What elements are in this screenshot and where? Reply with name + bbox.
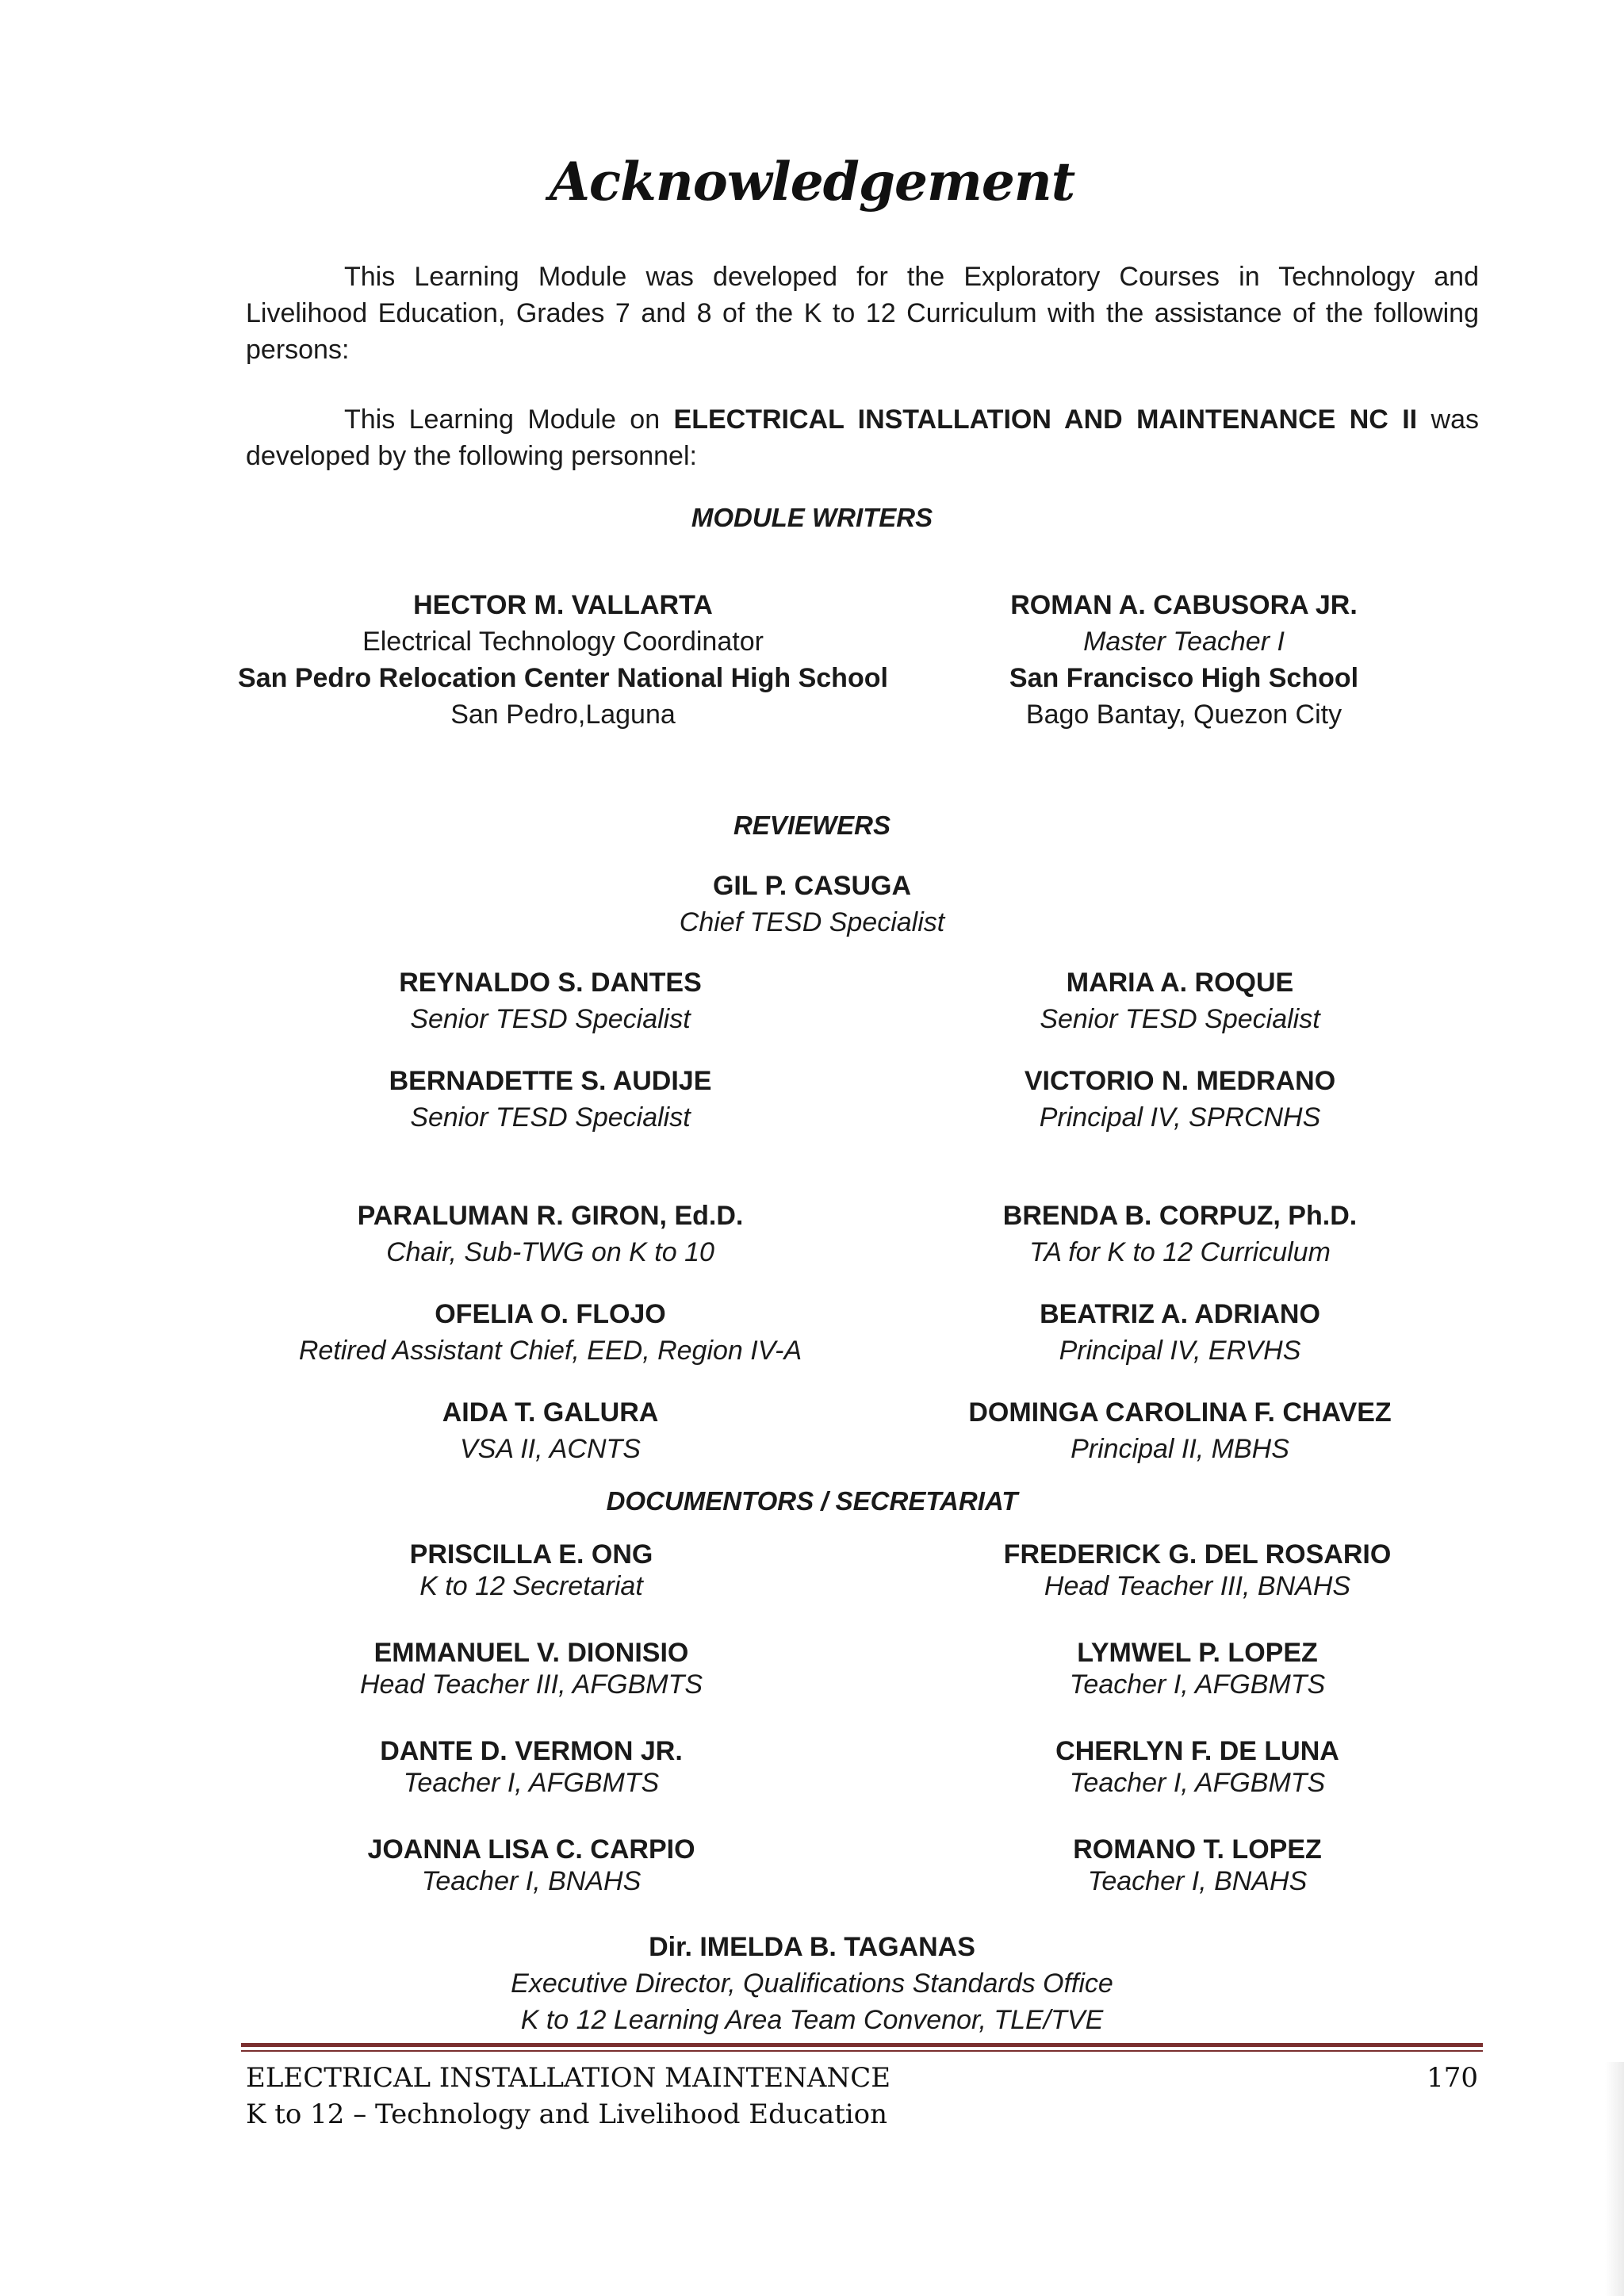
footer-rule [241,2043,1483,2047]
documentor-name: FREDERICK G. DEL ROSARIO [1003,1539,1392,1570]
reviewer-role: Senior TESD Specialist [1040,1004,1320,1034]
documentor-name: JOANNA LISA C. CARPIO [367,1834,695,1865]
documentor-role: Teacher I, BNAHS [1087,1866,1308,1896]
reviewer-card [902,1198,1457,1271]
director-name: Dir. IMELDA B. TAGANAS [649,1932,975,1962]
reviewer-role: Senior TESD Specialist [410,1004,691,1034]
writer-right-name: ROMAN A. CABUSORA JR. [1010,590,1358,620]
module-subject: ELECTRICAL INSTALLATION AND MAINTENANCE NC II [673,404,1418,435]
director-role-2: K to 12 Learning Area Team Convenor, TLE/TVE [520,2005,1104,2035]
reviewer-role: Principal IV, ERVHS [1059,1336,1301,1366]
reviewer-name: AIDA T. GALURA [442,1397,659,1428]
footer-subject: K to 12 – Technology and Livelihood Education [246,2099,887,2130]
reviewer-name: DOMINGA CAROLINA F. CHAVEZ [968,1397,1392,1428]
reviewer-name: PARALUMAN R. GIRON, Ed.D. [357,1201,744,1231]
documentor-name: DANTE D. VERMON JR. [380,1736,683,1766]
writer-right-location: Bago Bantay, Quezon City [1025,700,1342,730]
director-block [0,1929,1624,2038]
reviewer-card [273,1296,828,1369]
documentor-card [254,1539,809,1602]
documentor-name: ROMANO T. LOPEZ [1073,1834,1322,1865]
reviewer-card [273,1394,828,1467]
page-edge-shadow [1605,2062,1624,2296]
documentor-role: Head Teacher III, AFGBMTS [359,1669,703,1700]
reviewer-card [273,1198,828,1271]
reviewer-card [902,964,1457,1037]
reviewer-name: BERNADETTE S. AUDIJE [389,1066,712,1096]
reviewer-lead-role: Chief TESD Specialist [679,907,945,937]
footer-rule-thin [241,2050,1483,2052]
intro-text-2a: This Learning Module on [344,404,674,435]
intro-paragraph-1 [246,259,1479,368]
page-title: Acknowledgement [549,151,1075,213]
writer-right [906,587,1461,733]
reviewer-lead [0,868,1624,941]
documentor-role: Teacher I, BNAHS [421,1866,642,1896]
writer-right-role: Master Teacher I [1083,627,1285,657]
writer-left-name: HECTOR M. VALLARTA [413,590,713,620]
reviewer-role: Chair, Sub-TWG on K to 10 [386,1237,714,1267]
reviewer-name: VICTORIO N. MEDRANO [1024,1066,1336,1096]
documentor-name: CHERLYN F. DE LUNA [1055,1736,1339,1766]
reviewer-role: Principal IV, SPRCNHS [1039,1102,1321,1133]
reviewer-card [902,1063,1457,1136]
reviewer-role: Senior TESD Specialist [410,1102,691,1133]
documentors-heading: DOCUMENTORS / SECRETARIAT [606,1486,1018,1516]
reviewer-card [273,1063,828,1136]
reviewers-heading: REVIEWERS [733,811,891,840]
documentor-card [254,1735,809,1799]
reviewer-role: Retired Assistant Chief, EED, Region IV-A [298,1336,802,1366]
page-number: 170 [1427,2062,1478,2094]
reviewer-role: Principal II, MBHS [1071,1434,1289,1464]
reviewer-name: REYNALDO S. DANTES [399,968,702,998]
reviewer-role: TA for K to 12 Curriculum [1029,1237,1331,1267]
intro-text-1: This Learning Module was developed for the Exploratory Courses in Technology and Livelihood Education, Grades 7 and 8 of the K to 12 Curriculum with the assistance of the following persons: [246,262,1479,365]
writer-left-role: Electrical Technology Coordinator [362,627,764,657]
writer-left [206,587,920,733]
director-role-1: Executive Director, Qualifications Standards Office [511,1968,1113,1999]
documentor-card [920,1834,1475,1897]
writer-left-school: San Pedro Relocation Center National High School [238,663,888,693]
intro-text-2b: was developed by the following personnel: [246,404,1479,471]
documentor-role: Teacher I, AFGBMTS [1069,1768,1326,1798]
documentor-role: Head Teacher III, BNAHS [1044,1571,1351,1601]
documentor-role: Teacher I, AFGBMTS [1069,1669,1326,1700]
reviewer-name: BEATRIZ A. ADRIANO [1040,1299,1320,1329]
documentor-role: K to 12 Secretariat [419,1571,643,1601]
documentor-card [920,1735,1475,1799]
documentor-name: EMMANUEL V. DIONISIO [373,1638,689,1668]
reviewer-name: OFELIA O. FLOJO [435,1299,666,1329]
intro-paragraph-2 [246,401,1479,474]
documentor-card [254,1834,809,1897]
reviewer-name: MARIA A. ROQUE [1066,968,1294,998]
writer-right-school: San Francisco High School [1009,663,1359,693]
footer-course-title: ELECTRICAL INSTALLATION MAINTENANCE [246,2062,891,2094]
reviewer-role: VSA II, ACNTS [460,1434,641,1464]
documentor-name: LYMWEL P. LOPEZ [1077,1638,1318,1668]
documentor-card [920,1539,1475,1602]
writer-left-location: San Pedro,Laguna [450,700,676,730]
documentor-name: PRISCILLA E. ONG [409,1539,653,1570]
reviewer-name: BRENDA B. CORPUZ, Ph.D. [1002,1201,1358,1231]
reviewer-card [273,964,828,1037]
documentor-card [254,1637,809,1700]
reviewer-card [902,1296,1457,1369]
reviewer-lead-name: GIL P. CASUGA [712,871,912,901]
documentor-role: Teacher I, AFGBMTS [403,1768,660,1798]
module-writers-heading: MODULE WRITERS [691,503,933,532]
documentor-card [920,1637,1475,1700]
reviewer-card [902,1394,1457,1467]
